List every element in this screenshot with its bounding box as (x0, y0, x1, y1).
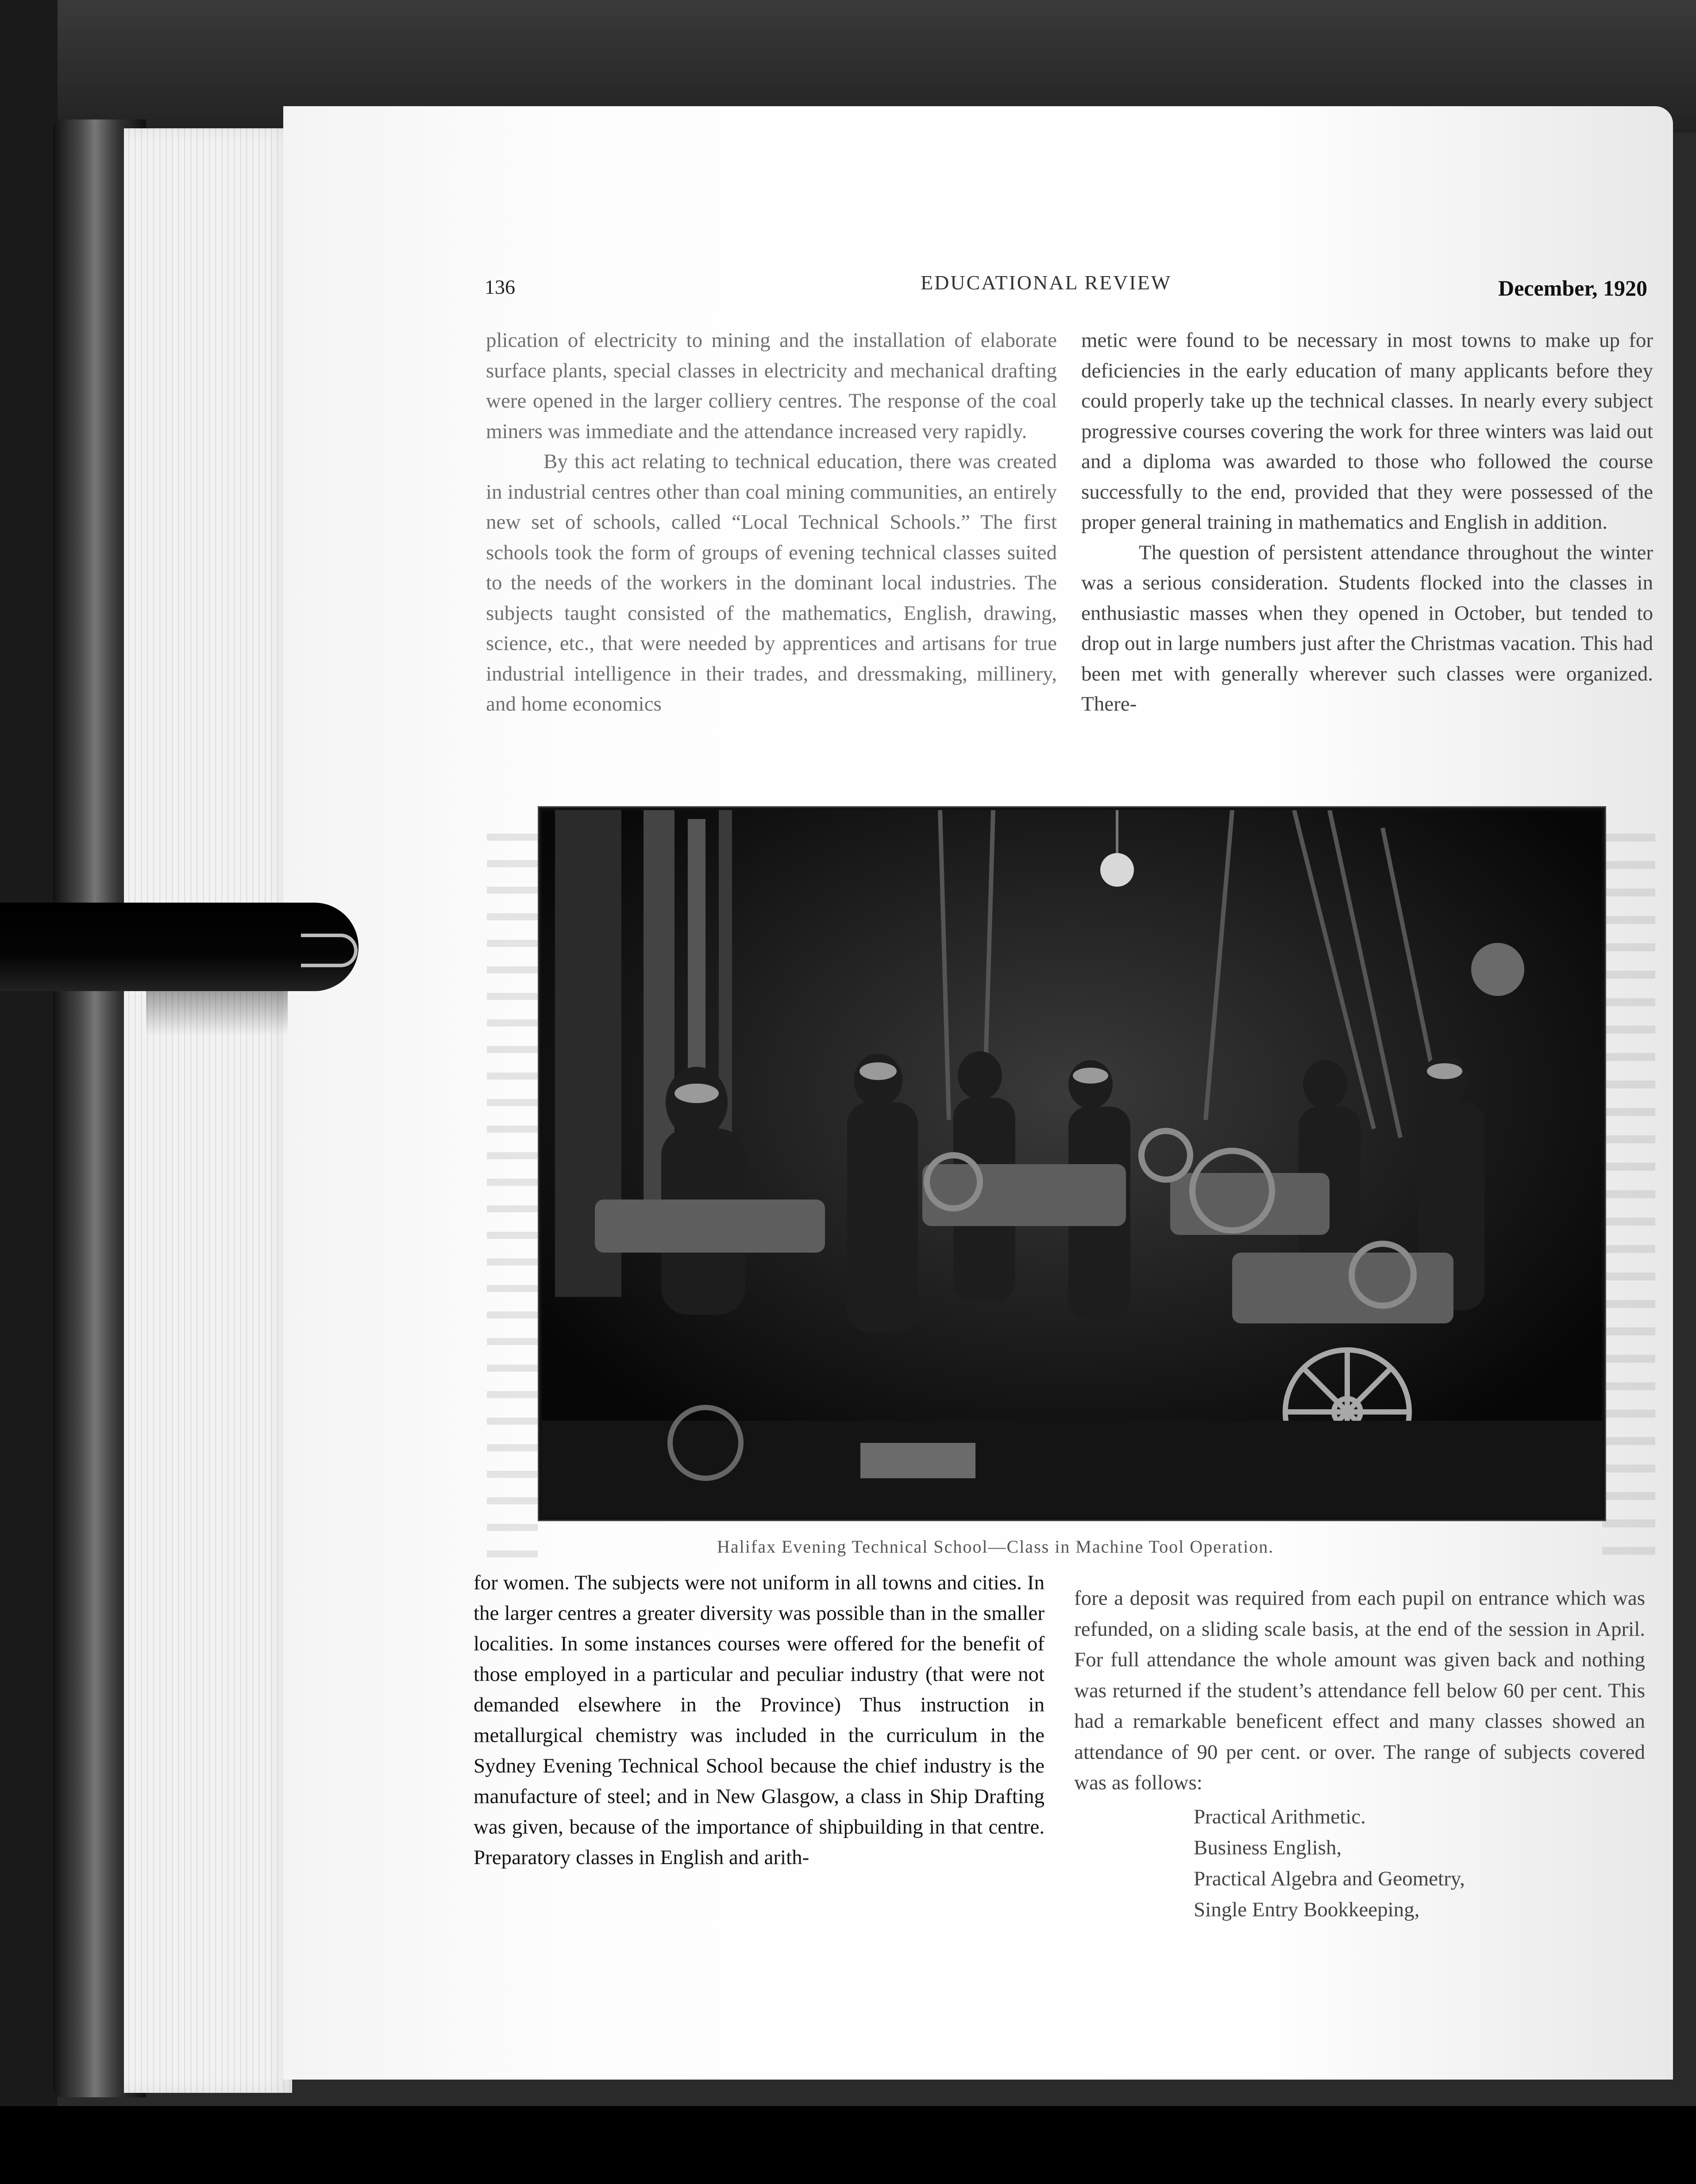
photograph-illustration (542, 810, 1602, 1517)
page-clip-tip (301, 934, 358, 967)
list-item: Practical Algebra and Geometry, (1194, 1867, 1465, 1890)
text-column-bottom-left (474, 1568, 1045, 1873)
figure-caption: Halifax Evening Technical School—Class in Machine Tool Operation. (717, 1537, 1274, 1557)
paragraph: plication of electricity to mining and the installation of elaborate surface plants, special classes in electricity and mechanical drafting were opened in the larger colliery centres. The response of the coal miners was immediate and the attendance increased very rapidly. (486, 329, 1057, 443)
machine-shop-photograph (539, 807, 1605, 1520)
scanner-background-left (0, 0, 58, 2184)
list-item: Business English, (1194, 1836, 1342, 1859)
running-head-title: EDUCATIONAL REVIEW (921, 271, 1172, 294)
text-column-top-right (1081, 325, 1653, 719)
text-column-top-left (486, 325, 1057, 719)
page-edges (124, 128, 292, 2093)
list-item: Practical Arithmetic. (1194, 1805, 1366, 1828)
text-column-bottom-right (1074, 1583, 1645, 1925)
running-head-date: December, 1920 (1498, 276, 1647, 300)
list-item: Single Entry Bookkeeping, (1194, 1898, 1420, 1921)
page-number: 136 (485, 276, 515, 298)
paragraph: By this act relating to technical education, there was created in industrial centres other than coal mining communities, an entirely new set of schools, called “Local Technical Schools.” The first schools took the form of groups of evening technical classes suited to the needs of the workers in the dominant local industries. The subjects taught consisted of the mathematics, English, drawing, science, etc., that were needed by apprentices and artisans for true industrial intelligence in their trades, and dressmaking, millinery, and home economics (486, 450, 1057, 715)
paragraph: The question of persistent attendance throughout the winter was a serious consideration. Students flocked into the classes in enthusiastic masses when they opened in October, but tended to drop out in large numbers just after the Christmas vacation. This had been met with generally wherever such classes were organized. There- (1081, 541, 1653, 715)
paragraph: fore a deposit was required from each pupil on entrance which was refunded, on a sliding scale basis, at the end of the session in April. For full attendance the whole amount was given back and nothing was returned if the student’s attendance fell below 60 per cent. This had a remarkable beneficent effect and many classes showed an attendance of 90 per cent. or over. The range of subjects covered was as follows: (1074, 1587, 1645, 1794)
scanner-background-bottom (0, 2106, 1696, 2184)
show-through-text-left (487, 814, 538, 1566)
show-through-text-right (1602, 814, 1655, 1566)
subjects-list (1194, 1801, 1645, 1925)
paragraph: for women. The subjects were not uniform in all towns and cities. In the larger centres a greater diversity was possible than in the smaller localities. In some instances courses were offered for the benefit of those employed in a particular and peculiar industry (that were not demanded elsewhere in the Province) Thus instruction in metallurgical chemistry was included in the curriculum in the Sydney Evening Technical School because the chief industry is the manufacture of steel; and in New Glasgow, a class in Ship Drafting was given, because of the importance of shipbuilding in that centre. Preparatory classes in English and arith- (474, 1571, 1045, 1869)
paragraph: metic were found to be necessary in most towns to make up for deficiencies in the early education of many applicants before they could properly take up the technical classes. In nearly every subject progressive courses covering the work for three winters was laid out and a diploma was awarded to those who followed the course successfully to the end, provided that they were possessed of the proper general training in mathematics and English in addition. (1081, 329, 1653, 534)
